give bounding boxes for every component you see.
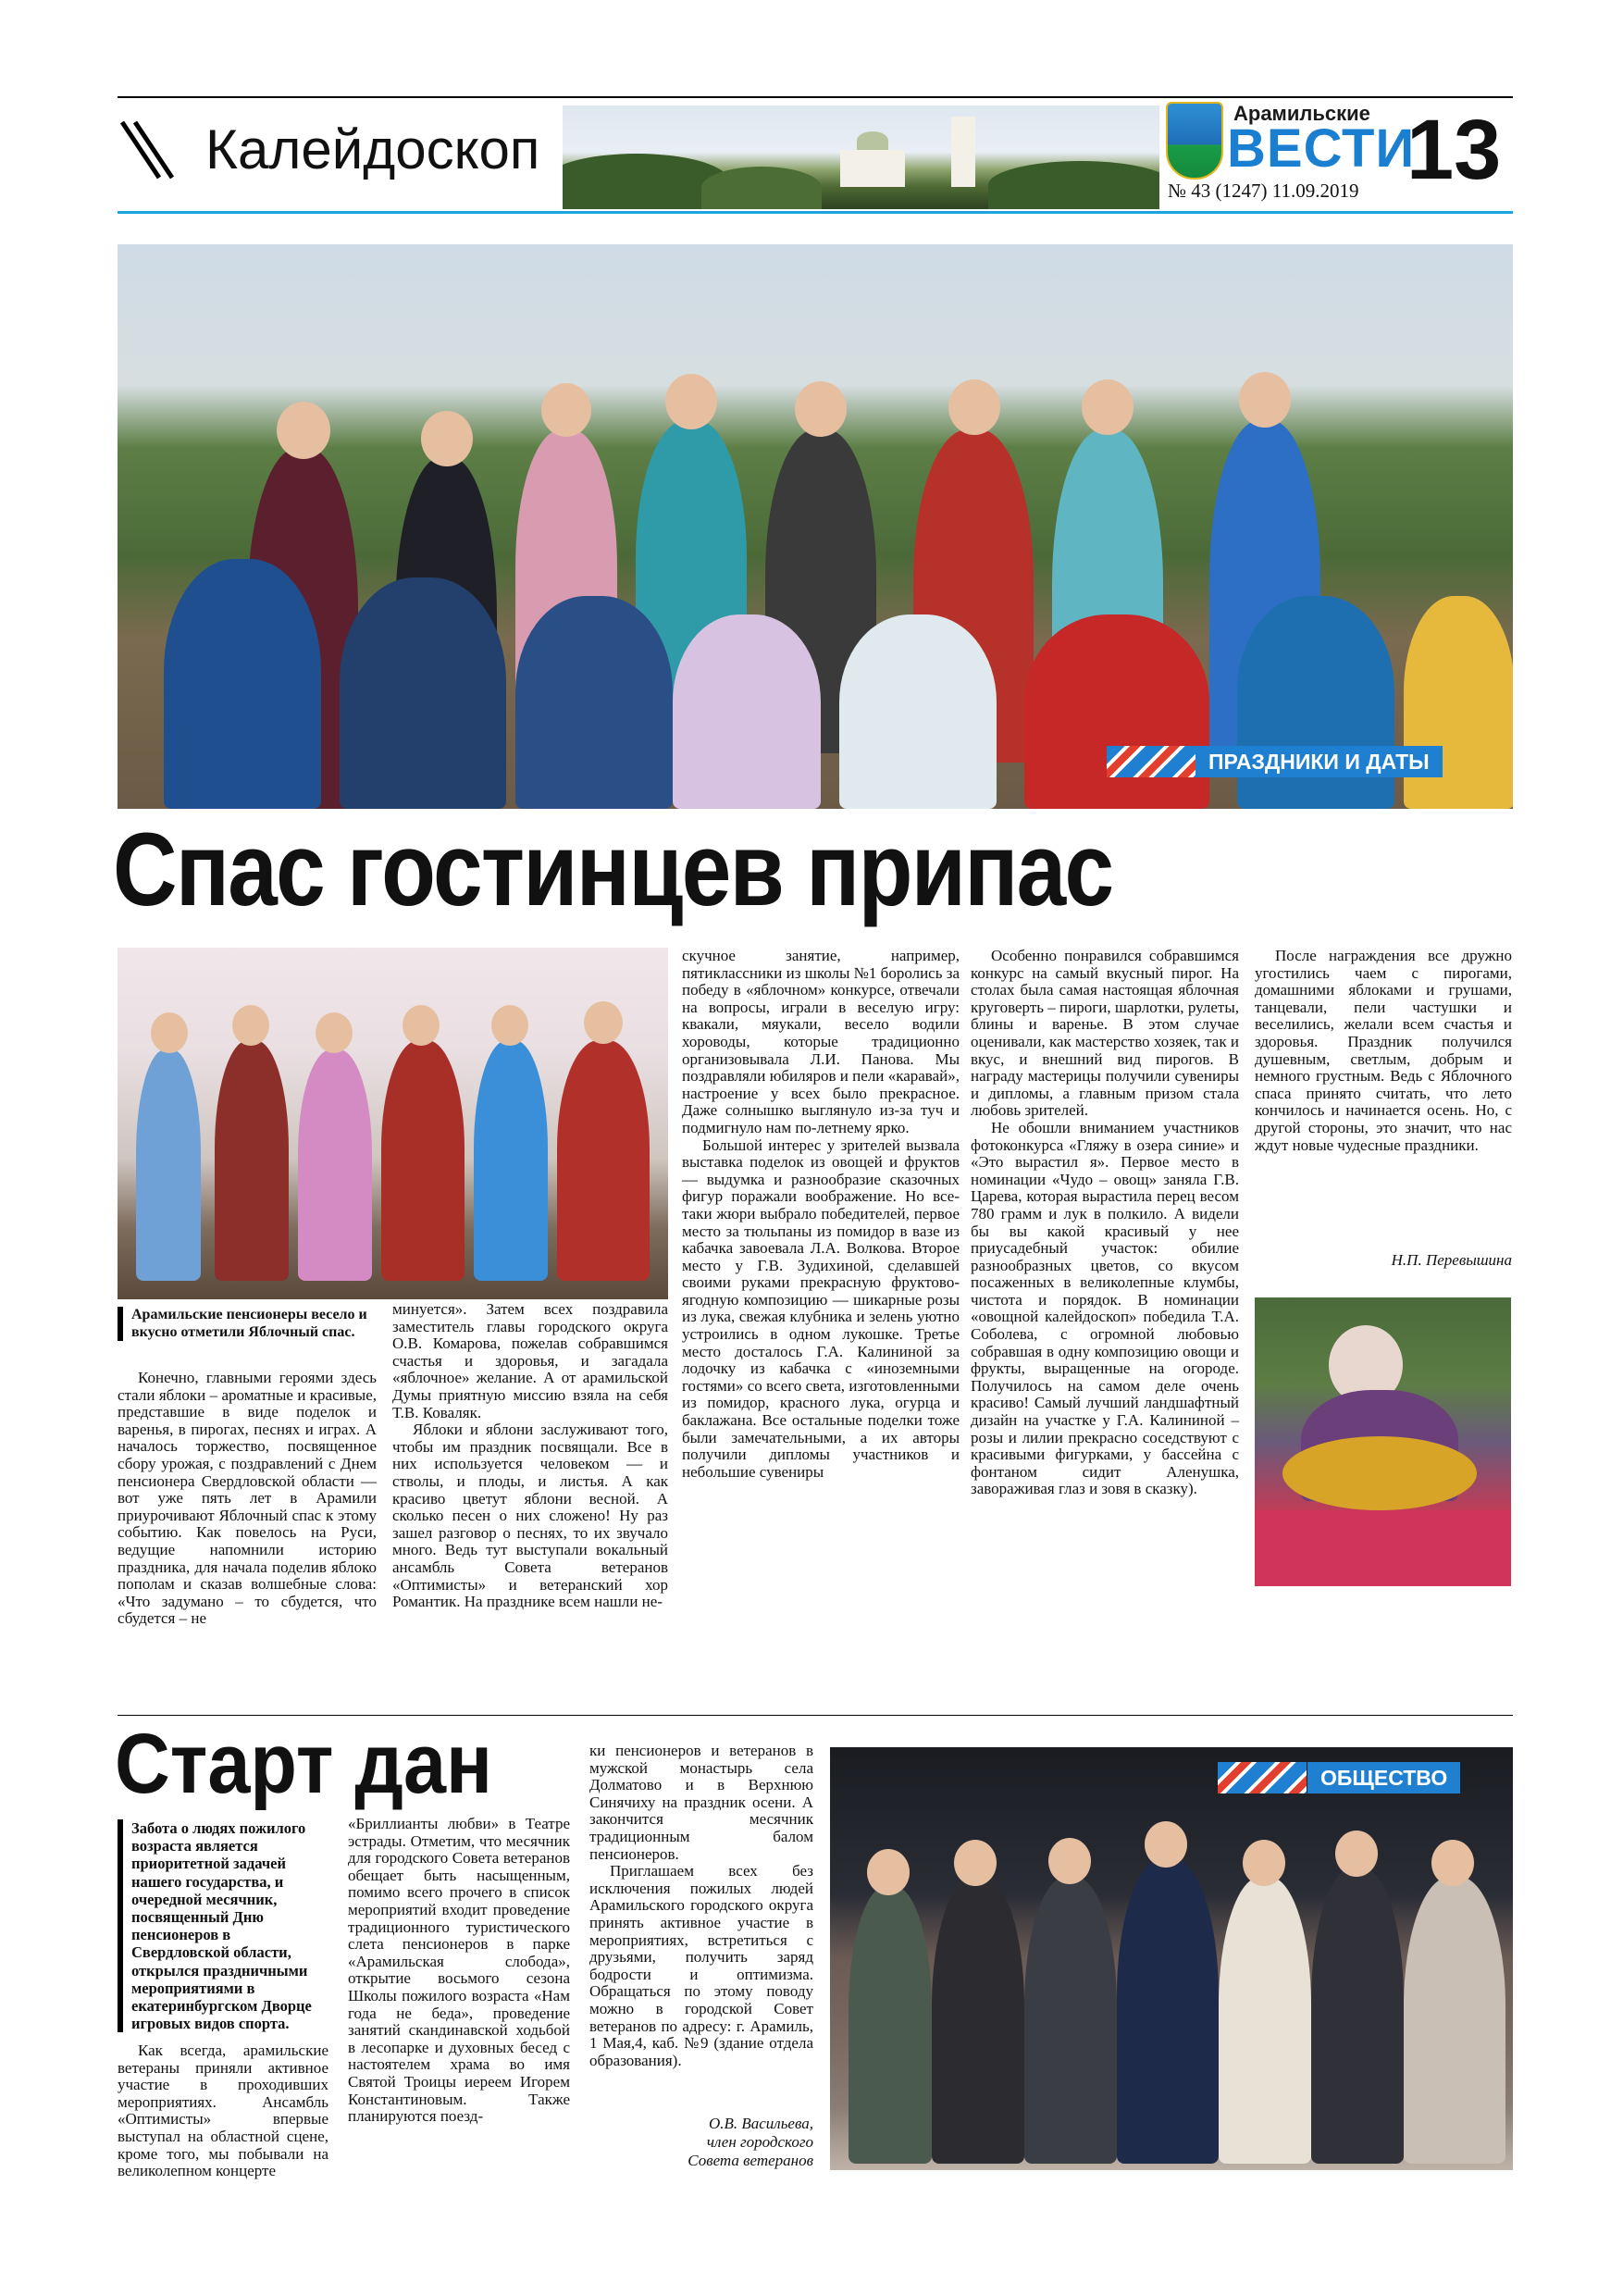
article1-column-5 [1255, 948, 1512, 1154]
rubric-tag-society: ОБЩЕСТВО [1307, 1762, 1460, 1793]
article-paragraph: Приглашаем всех без исключения пожилых людей Арамильского городского округа принять активное участие в мероприятиях, встретиться с друзьями, получить заряд бодрости и оптимизма. Обращаться по этому поводу можно в городской Совет ветеранов по адресу: г. Арамиль, 1 Мая,4, каб. №9 (здание отдела образования). [589, 1862, 813, 2069]
tag-stripe-decoration [1218, 1762, 1307, 1793]
harvest-exhibition-photo [1255, 1297, 1511, 1586]
pensioners-group-photo [118, 948, 668, 1299]
article-paragraph: «Бриллианты любви» в Театре эстрады. Отметим, что месячник для городского Совета ветеранов обещает быть насыщенным, помимо всего прочего в список мероприятий входит проведение традиционного туристического слета пенсионеров в парке «Арамильская слобода», открытие восьмого сезона Школы пожилого возраста «Нам года не беда», проведение занятий скандинавской ходьбой в лесопарке и духовных бесед с настоятелем храма во имя Святой Троицы иереем Игорем Константиновым. Также планируются поезд- [348, 1815, 570, 2126]
article1-column-2 [392, 1301, 668, 1611]
article2-author [589, 2115, 813, 2170]
article-paragraph: минуется». Затем всех поздравила заместитель главы городского округа О.В. Комарова, пожелав собравшимся счастья и здоровья, и загадала «яблочное» желание. А от арамильской Думы приятную миссию взяла на себя Т.В. Коваляк. [392, 1300, 668, 1421]
article-paragraph: Конечно, главными героями здесь стали яблоки – ароматные и красивые, представшие в виде поделок и варенья, в пирогах, песнях и играх. А началось торжество, посвященное сбору урожая, с поздравлений с Днем пенсионера Свердловской области — вот уже пять лет в Арамили приурочивают Яблочный спас к этому событию. Как повелось на Руси, ведущие напомнили историю праздника, для начала поделив яблоко пополам и сказав волшебные слова: «Что задумано – то сбудется, что сбудется – не [118, 1369, 377, 1628]
author-name: О.В. Васильева, [708, 2115, 813, 2132]
rubric-tag-holidays: ПРАЗДНИКИ И ДАТЫ [1196, 746, 1443, 777]
veterans-group-photo [830, 1747, 1513, 2170]
top-rule [118, 96, 1513, 98]
article2-headline: Старт дан [115, 1717, 493, 1811]
page-number: 13 [1406, 103, 1502, 197]
town-emblem-logo [1166, 102, 1223, 180]
issue-number: № 43 (1247) 11.09.2019 [1168, 180, 1359, 202]
header-blue-rule [118, 211, 1513, 214]
tag-stripe-decoration [1107, 746, 1196, 777]
article1-column-3 [682, 948, 960, 1481]
article1-author: Н.П. Перевышина [1391, 1251, 1512, 1269]
header-town-photo [563, 105, 1159, 209]
article1-column-4 [971, 948, 1239, 1498]
logo-title: ВЕСТИ [1227, 118, 1416, 179]
article2-column-1 [118, 2042, 328, 2180]
section-slashes-icon [118, 118, 174, 181]
article1-headline: Спас гостинцев припас [113, 812, 1113, 927]
article-paragraph: скучное занятие, например, пятиклассники из школы №1 боролись за победу в «яблочном» конкурсе, отвечали на вопросы, играли в веселую игру: квакали, мяукали, весело водили хороводы, которые традиционно организовывала Л.И. Панова. Мы поздравляли юбиляров и пели «каравай», настроение у всех было прекрасное. Даже солнышко выглянуло из-за туч и подмигнуло нам по-летнему ярко. [682, 947, 960, 1136]
article2-column-3 [589, 1743, 813, 2069]
article1-column-1 [118, 1370, 377, 1628]
author-role: член городского [706, 2133, 813, 2151]
article-paragraph: ки пенсионеров и ветеранов в мужской монастырь села Долматово и в Верхнюю Синячиху на праздник осени. А закончится месячник традиционным балом пенсионеров. [589, 1742, 813, 1863]
festival-main-photo [118, 244, 1513, 809]
article1-photo-caption: Арамильские пенсионеры весело и вкусно отметили Яблочный спас. [118, 1307, 377, 1341]
article-separator [118, 1715, 1513, 1716]
article-paragraph: Большой интерес у зрителей вызвала выставка поделок из овощей и фруктов — выдумка и разнообразие сказочных фигур поражали воображение. Но все-таки жюри выбрало победителей, первое место за тюльпаны из помидор в вазе из кабачка завоевала Л.А. Волкова. Второе место у Г.В. Зудихиной, сделавшей своими руками прекрасную фруктово-ягодную композицию — шикарные розы из лука, свежая клубника и зелень уютно устроились в одном лукошке. Третье место досталось Г.А. Калининой за лодочку из кабачка с «иноземными гостями» со всего света, изготовленными из помидор, красного лука, огурца и баклажана. Все остальные поделки тоже были замечательными, а их авторы получили дипломы участников и небольшие сувениры [682, 1136, 960, 1481]
article-paragraph: Яблоки и яблони заслуживают того, чтобы им праздник посвящали. Все в них используется человеком — и стволы, и плоды, и листья. А как красиво цветут яблони весной. А сколько песен о них сложено! Ну раз зашел разговор о песнях, то их звучало много. Ведь тут выступали вокальный ансамбль Совета ветеранов «Оптимисты» и ветеранский хор Романтик. На празднике всем нашли не- [392, 1421, 668, 1611]
article-paragraph: Особенно понравился собравшимся конкурс на самый вкусный пирог. На столах была самая настоящая яблочная круговерть – пироги, шарлотки, рулеты, блины и варенье. В этом случае оценивали, как мастерство хозяек, так и вкус, и внешний вид пирогов. В награду мастерицы получили сувениры и дипломы, а главным призом стала любовь зрителей. [971, 947, 1239, 1120]
article-paragraph: После награждения все дружно угостились чаем с пирогами, домашними яблоками и грушами, танцевали, пели частушки и веселились, желали всем счастья и здоровья. Праздник получился душевным, светлым, добрым и немного грустным. Ведь с Яблочного спаса принято считать, что лето кончилось и начинается осень. Но, с другой стороны, это значит, что нас ждут новые чудесные праздники. [1255, 947, 1512, 1154]
section-title: Калейдоскоп [205, 118, 540, 180]
logo-subtitle: Арамильские [1233, 102, 1370, 125]
article2-column-2 [348, 1816, 570, 2126]
article2-lead: Забота о людях пожилого возраста является приоритетной задачей нашего государства, и очередной месячник, посвященный Дню пенсионеров в Свердловской области, открылся праздничными мероприятиями в екатеринбургском Дворце игровых видов спорта. [118, 1819, 328, 2032]
article-paragraph: Как всегда, арамильские ветераны приняли активное участие в проходивших мероприятиях. Ансамбль «Оптимисты» впервые выступал на областной сцене, кроме того, мы побывали на великолепном концерте [118, 2042, 328, 2180]
article-paragraph: Не обошли вниманием участников фотоконкурса «Гляжу в озера синие» и «Это вырастил я». Первое место в номинации «Чудо – овощ» заняла Г.В. Царева, которая вырастила перец весом 780 грамм и лук в полкило. А видели бы вы какой красивый у нее приусадебный участок: обилие разнообразных цветов, со вкусом посаженных в великолепные клумбы, чистота и порядок. В номинации «овощной калейдоскоп» победила Т.А. Соболева, с огромной любовью собравшая в одну композицию овощи и фрукты, выращенные на огороде. Получилось на самом деле очень красиво! Самый лучший ландшафтный дизайн на участке у Г.А. Калининой – розы и лилии прекрасно соседствуют с красивыми фигурками, у бассейна с фонтаном сидит Аленушка, завораживая глаз и зовя в сказку). [971, 1118, 1239, 1498]
author-organization: Совета ветеранов [688, 2152, 813, 2169]
